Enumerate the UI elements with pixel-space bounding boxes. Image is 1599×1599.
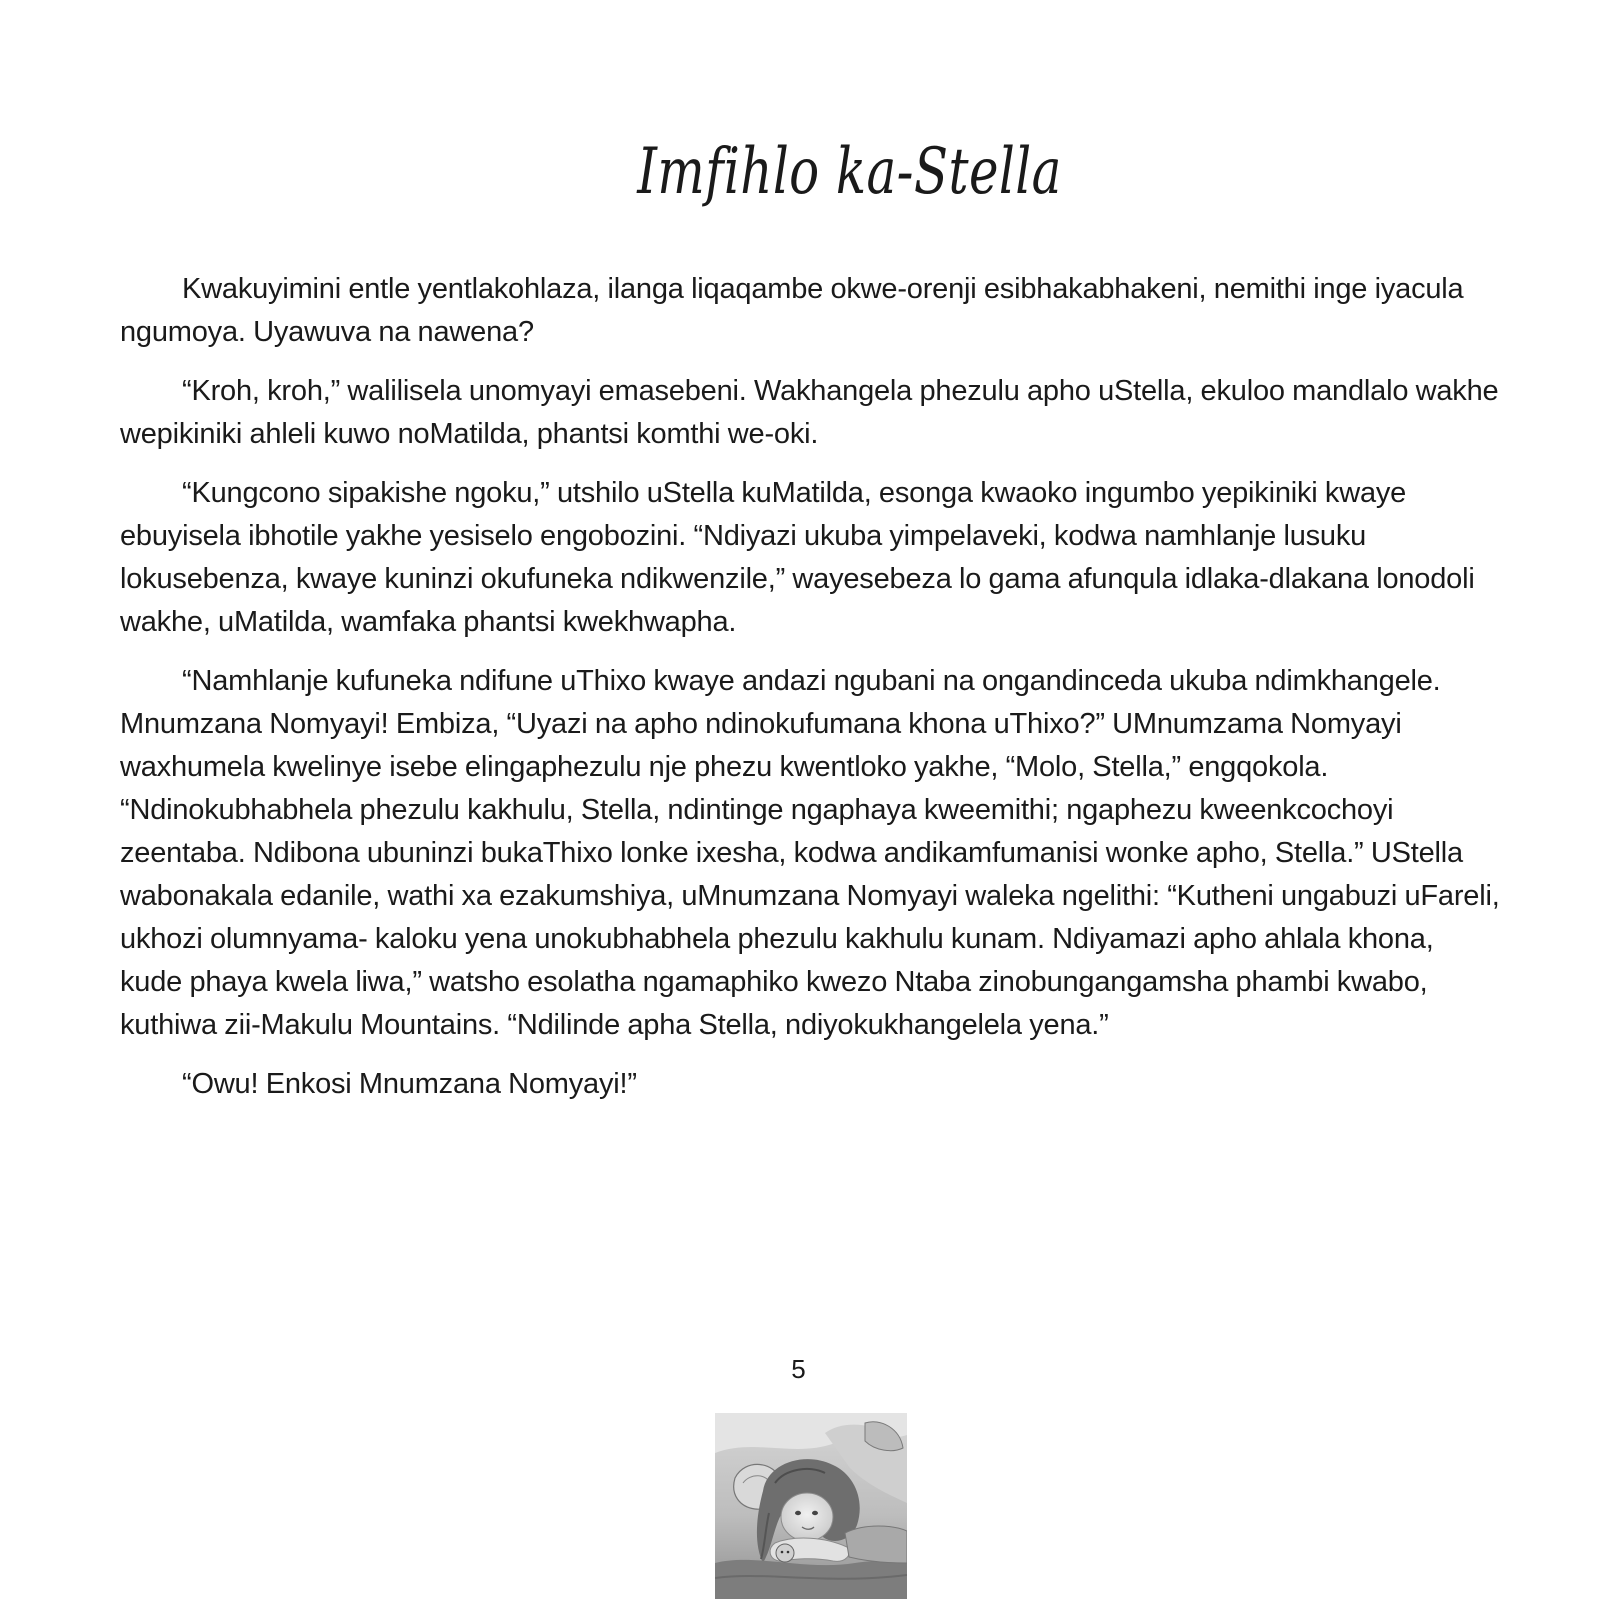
paragraph-5: “Owu! Enkosi Mnumzana Nomyayi!” (182, 1068, 637, 1100)
girl-with-doll-illustration-icon (715, 1413, 907, 1599)
paragraph-2: “Kroh, kroh,” walilisela unomyayi emasebeni. Wakhangela phezulu apho uStella, ekuloo mandlalo wakhe wepikiniki ahleli kuwo noMatilda, phantsi komthi we-oki. (120, 375, 1499, 450)
paragraph-1: Kwakuyimini entle yentlakohlaza, ilanga liqaqambe okwe-orenji esibhakabhakeni, nemithi inge iyacula ngumoya. Uyawuva na nawena? (120, 273, 1464, 348)
paragraph-3: “Kungcono sipakishe ngoku,” utshilo uStella kuMatilda, esonga kwaoko ingumbo yepikiniki kwaye ebuyisela ibhotile yakhe yesiselo engobozini. “Ndiyazi ukuba yimpelaveki, kodwa namhlanje lusuku lokusebenza, kwaye kuninzi okufuneka ndikwenzile,” wayesebeza lo gama afunqula idlaka-dlakana lonodoli wakhe, uMatilda, wamfaka phantsi kwekhwapha. (120, 477, 1475, 638)
page-title: Imfihlo ka-Stella (637, 135, 1062, 209)
story-text (120, 268, 1500, 1122)
paragraph-4: “Namhlanje kufuneka ndifune uThixo kwaye andazi ngubani na ongandinceda ukuba ndimkhangele. Mnumzana Nomyayi! Embiza, “Uyazi na apho ndinokufumana khona uThixo?” UMnumzama Nomyayi waxhumela kwelinye isebe elingaphezulu nje phezu kwentloko yakhe, “Molo, Stella,” engqokola. “Ndinokubhabhela phezulu kakhulu, Stella, ndintinge ngaphaya kweemithi; ngaphezu kweenkcochoyi zeentaba. Ndibona ubuninzi bukaThixo lonke ixesha, kodwa andikamfumanisi wonke apho, Stella.” UStella wabonakala edanile, wathi xa ezakumshiya, uMnumzana Nomyayi waleka ngelithi: “Kutheni ungabuzi uFareli, ukhozi olumnyama- kaloku yena unokubhabhela phezulu kakhulu kunam. Ndiyamazi apho ahlala khona, kude phaya kwela liwa,” watsho esolatha ngamaphiko kwezo Ntaba zinobungangamsha phambi kwabo, kuthiwa zii-Makulu Mountains. “Ndilinde apha Stella, ndiyokukhangelela yena.” (120, 665, 1500, 1041)
page-number: 5 (791, 1354, 806, 1384)
